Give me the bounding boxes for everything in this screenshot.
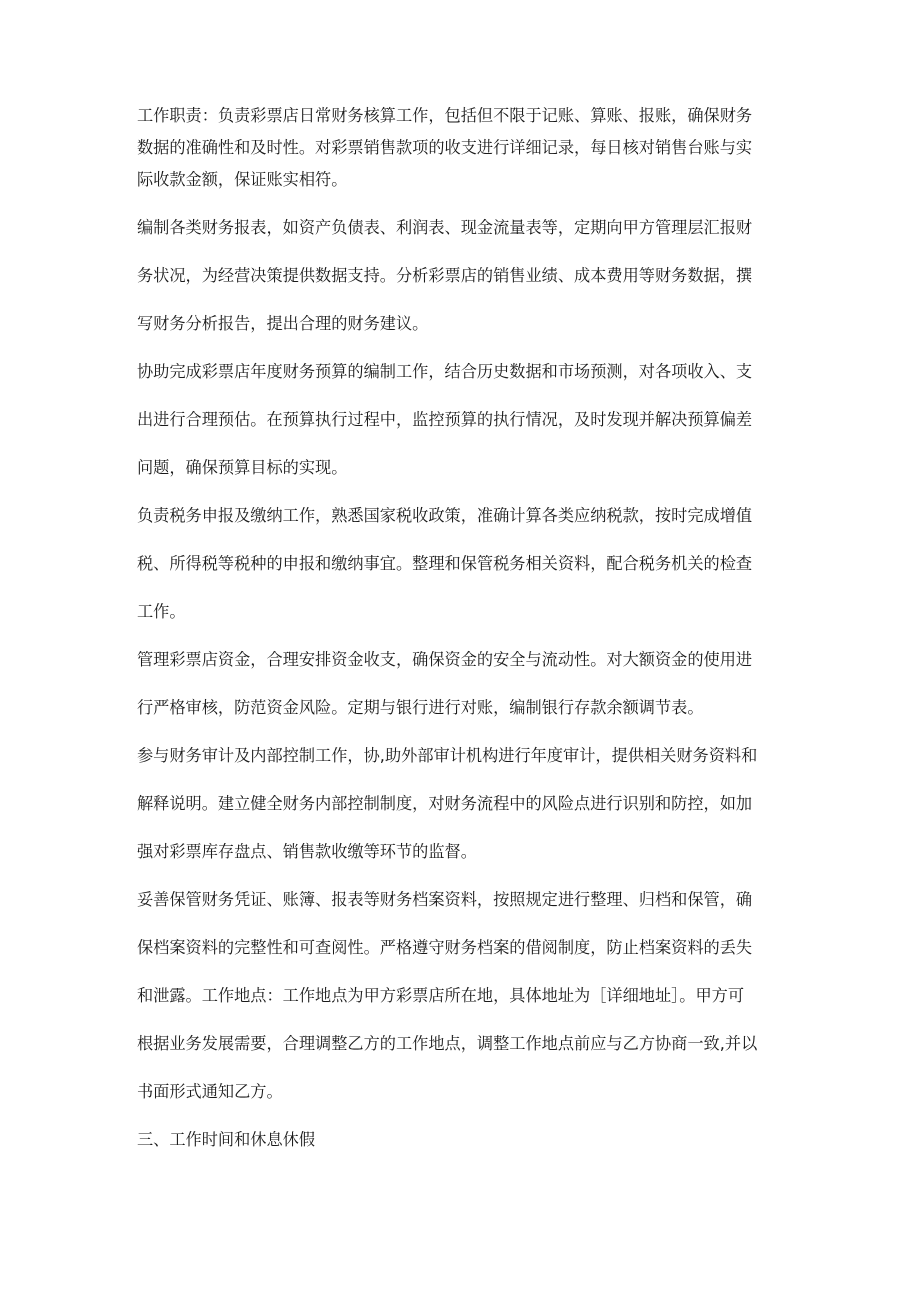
text-line: 行严格审核，防范资金风险。定期与银行进行对账，编制银行存款余额调节表。 [137, 698, 704, 717]
paragraph-funds [137, 648, 787, 720]
text-line: 强对彩票库存盘点、销售款收缴等环节的监督。 [137, 842, 477, 861]
text-line: 和泄露。工作地点：工作地点为甲方彩票店所在地，具体地址为［详细地址］。甲方可 [137, 986, 745, 1005]
paragraph-audit [137, 744, 787, 864]
paragraph-tax [137, 504, 787, 624]
text-line: 负责税务申报及缴纳工作，熟悉国家税收政策，准确计算各类应纳税款，按时完成增值 [137, 506, 753, 525]
text-line: 编制各类财务报表，如资产负债表、利润表、现金流量表等，定期向甲方管理层汇报财 [137, 218, 753, 237]
text-line: 出进行合理预估。在预算执行过程中，监控预算的执行情况，及时发现并解决预算偏差 [137, 410, 753, 429]
text-line: 工作。 [137, 602, 186, 621]
text-line: 协助完成彩票店年度财务预算的编制工作，结合历史数据和市场预测，对各项收入、支 [137, 362, 753, 381]
paragraph-archives-location [137, 888, 787, 1104]
paragraph-budget [137, 360, 787, 480]
text-line: 书面形式通知乙方。 [137, 1082, 283, 1101]
section-heading: 三、工作时间和休息休假 [137, 1130, 316, 1149]
document-body [137, 104, 787, 1152]
text-line: 税、所得税等税种的申报和缴纳事宜。整理和保管税务相关资料，配合税务机关的检查 [137, 554, 753, 573]
text-line: 参与财务审计及内部控制工作，协,助外部审计机构进行年度审计，提供相关财务资料和 [137, 746, 758, 765]
paragraph-job-duties [137, 104, 787, 192]
text-line: 根据业务发展需要，合理调整乙方的工作地点，调整工作地点前应与乙方协商一致,并以 [137, 1034, 758, 1053]
text-line: 数据的准确性和及时性。对彩票销售款项的收支进行详细记录，每日核对销售台账与实 [137, 138, 753, 157]
text-line: 问题，确保预算目标的实现。 [137, 458, 348, 477]
text-line: 写财务分析报告，提出合理的财务建议。 [137, 314, 429, 333]
text-line: 务状况，为经营决策提供数据支持。分析彩票店的销售业绩、成本费用等财务数据，撰 [137, 266, 753, 285]
text-line: 际收款金额，保证账实相符。 [137, 170, 348, 189]
paragraph-financial-reports [137, 216, 787, 336]
text-line: 保档案资料的完整性和可查阅性。严格遵守财务档案的借阅制度，防止档案资料的丢失 [137, 938, 753, 957]
text-line: 工作职责：负责彩票店日常财务核算工作，包括但不限于记账、算账、报账，确保财务 [137, 106, 753, 125]
text-line: 妥善保管财务凭证、账簿、报表等财务档案资料，按照规定进行整理、归档和保管，确 [137, 890, 753, 909]
text-line: 解释说明。建立健全财务内部控制制度，对财务流程中的风险点进行识别和防控，如加 [137, 794, 753, 813]
text-line: 管理彩票店资金，合理安排资金收支，确保资金的安全与流动性。对大额资金的使用进 [137, 650, 753, 669]
